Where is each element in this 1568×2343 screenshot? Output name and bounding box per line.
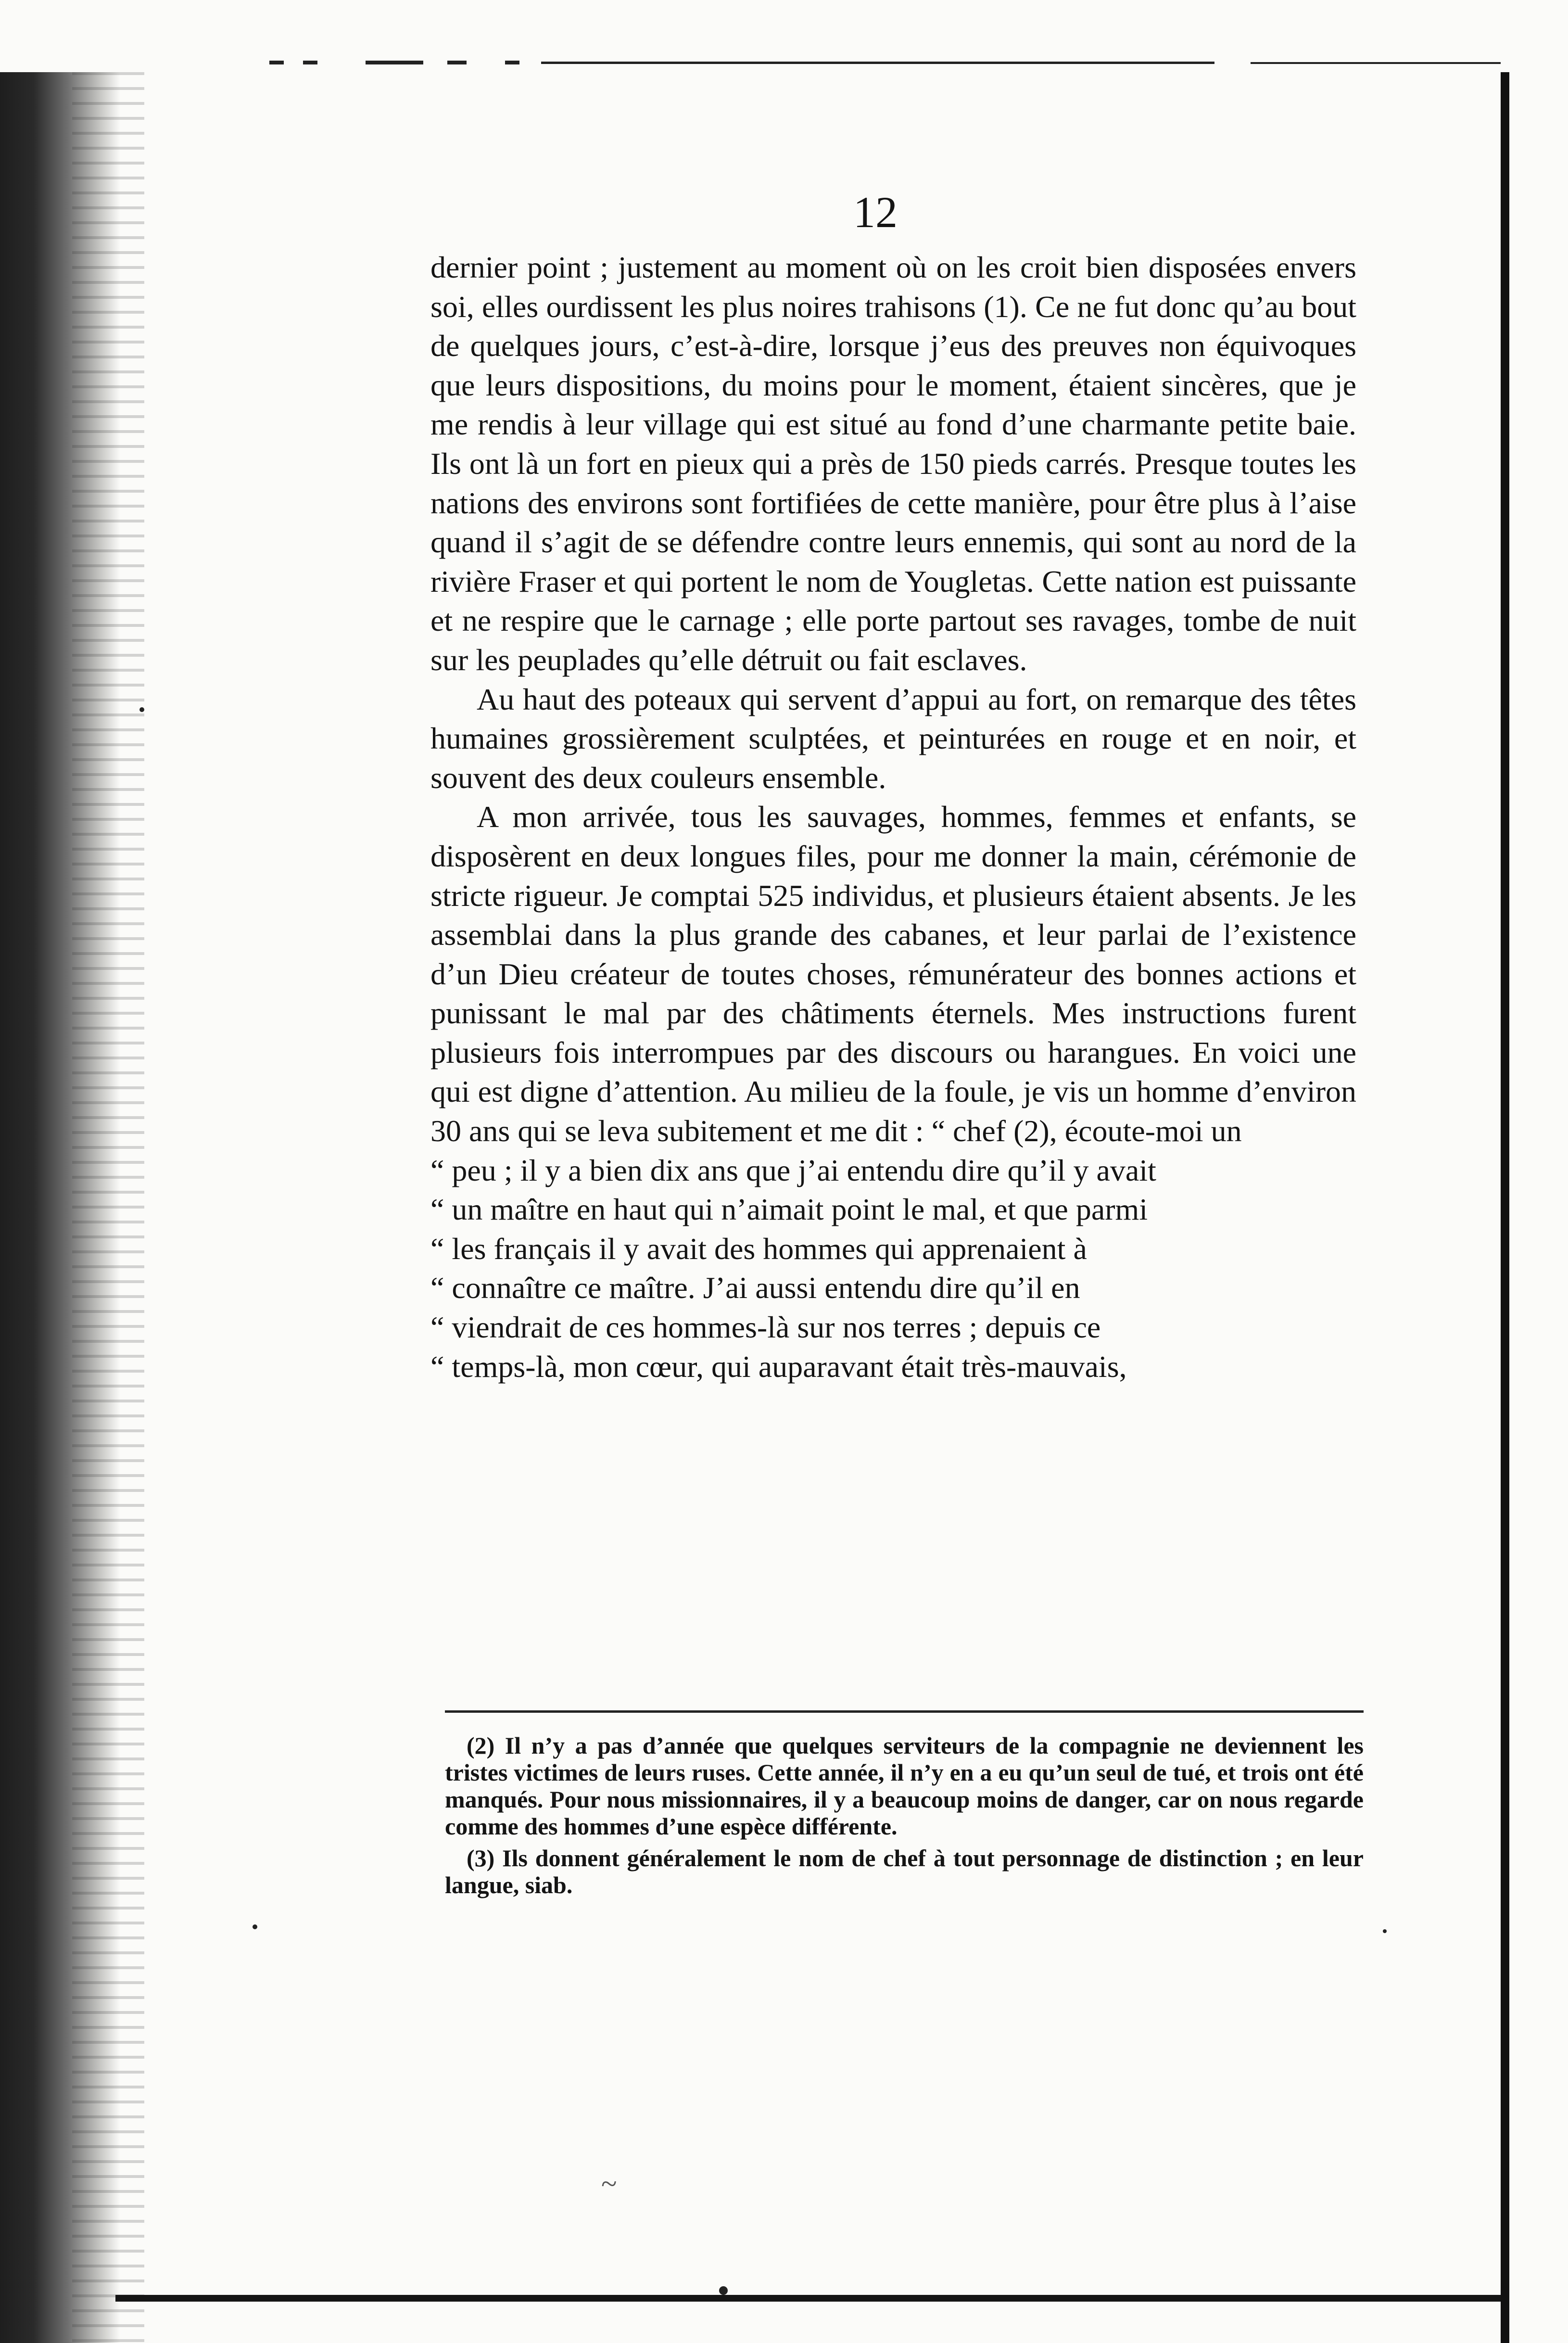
page-number: 12 [853, 188, 898, 237]
main-text [430, 248, 1356, 1386]
binding-speckle [72, 72, 144, 2343]
top-rule-segment [269, 61, 284, 64]
right-page-border [1501, 72, 1509, 2343]
top-rule-segment [303, 61, 317, 64]
ink-speck [253, 1924, 257, 1929]
quoted-speech [430, 1151, 1356, 1387]
bottom-page-border [115, 2295, 1501, 2302]
ink-speck [139, 707, 144, 712]
footnote: (2) Il n’y a pas d’année que quelques serviteurs de la compagnie ne deviennent les tristes victimes de leurs ruses. Cette année, il n’y en a eu qu’un seul de tué, et trois ont été manqués. Pour nous missionnaires, il y a beaucoup moins de danger, car on nous regarde comme des hommes d’une espèce différente. [445, 1732, 1364, 1840]
ink-speck [1383, 1929, 1387, 1933]
quote-line: “ connaître ce maître. J’ai aussi entendu dire qu’il en [430, 1271, 1080, 1305]
footnote-separator [445, 1710, 1364, 1713]
quote-line: “ un maître en haut qui n’aimait point le mal, et que parmi [430, 1192, 1148, 1227]
top-rule-segment [541, 62, 1214, 64]
quote-line: “ temps-là, mon cœur, qui auparavant était très-mauvais, [430, 1349, 1127, 1384]
paragraph: Au haut des poteaux qui servent d’appui au fort, on remarque des têtes humaines grossièrement sculptées, et peinturées en rouge et en noir, et souvent des deux couleurs ensemble. [430, 682, 1356, 795]
footnote: (3) Ils donnent généralement le nom de chef à tout personnage de distinction ; en leur langue, siab. [445, 1845, 1364, 1898]
paragraph: A mon arrivée, tous les sauvages, hommes, femmes et enfants, se disposèrent en deux longues files, pour me donner la main, cérémonie de stricte rigueur. Je comptai 525 individus, et plusieurs étaient absents. Je les assemblai dans la plus grande des cabanes, et leur parlai de l’existence d’un Dieu créateur de toutes choses, rémunérateur des bonnes actions et punissant le mal par des châtiments éternels. Mes instructions furent plusieurs fois interrompues par des discours ou harangues. En voici une qui est digne d’attention. Au milieu de la foule, je vis un homme d’environ 30 ans qui se leva subitement et me dit : “ chef (2), écoute-moi un [430, 800, 1356, 1148]
ink-speck [719, 2286, 728, 2295]
ink-mark: ~ [601, 2168, 617, 2200]
top-rule-segment [505, 61, 519, 64]
paragraph: dernier point ; justement au moment où on les croit bien disposées envers soi, elles ourdissent les plus noires trahisons (1). Ce ne fut donc qu’au bout de quelques jours, c’est-à-dire, lorsque j’eus des preuves non équivoques que leurs dispositions, du moins pour le moment, étaient sincères, que je me rendis à leur village qui est situé au fond d’une charmante petite baie. Ils ont là un fort en pieux qui a près de 150 pieds carrés. Presque toutes les nations des environs sont fortifiées de cette manière, pour être plus à l’aise quand il s’agit de se défendre contre leurs ennemis, qui sont au nord de la rivière Fraser et qui portent le nom de Yougletas. Cette nation est puissante et ne respire que le carnage ; elle porte partout ses ravages, tombe de nuit sur les peuplades qu’elle détruit ou fait esclaves. [430, 250, 1356, 677]
top-rule-segment [366, 61, 423, 64]
quote-line: “ peu ; il y a bien dix ans que j’ai entendu dire qu’il y avait [430, 1153, 1156, 1187]
top-rule-segment [447, 61, 467, 64]
top-rule-segment [1251, 62, 1501, 64]
quote-line: “ les français il y avait des hommes qui apprenaient à [430, 1231, 1087, 1266]
quote-line: “ viendrait de ces hommes-là sur nos terres ; depuis ce [430, 1310, 1101, 1345]
footnotes [445, 1732, 1364, 1903]
